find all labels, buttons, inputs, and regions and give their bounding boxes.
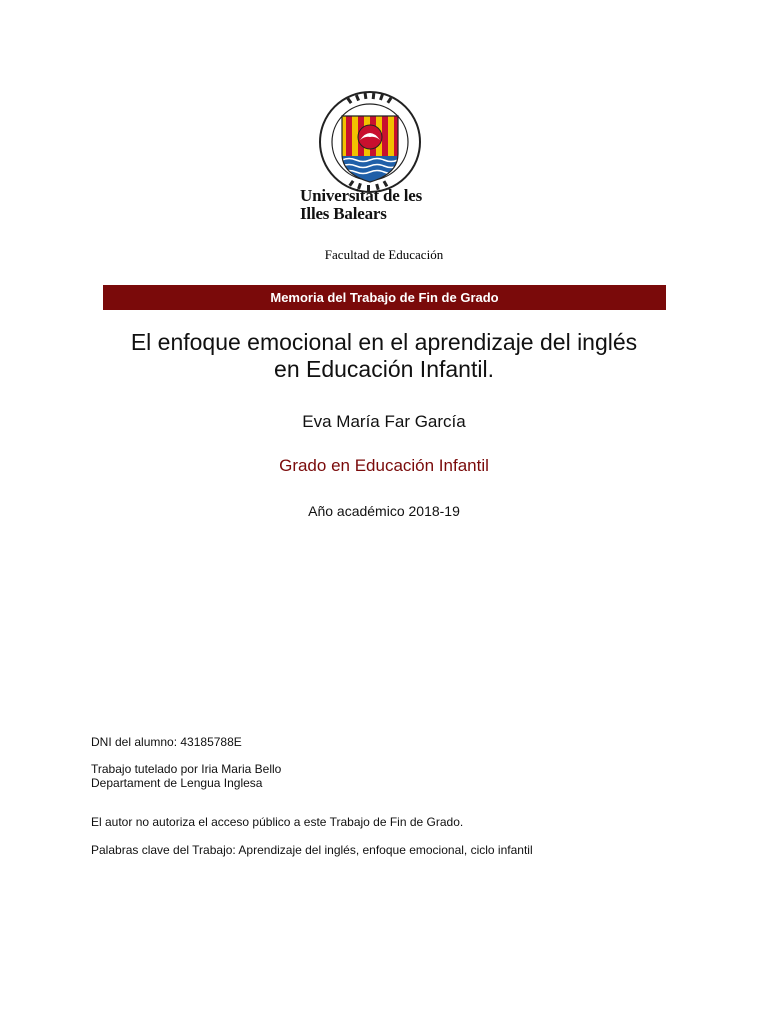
thesis-title-line1: El enfoque emocional en el aprendizaje del inglés: [130, 329, 638, 355]
university-name-line2: Illes Balears: [300, 204, 387, 223]
university-name: [300, 187, 422, 223]
thesis-type-banner: Memoria del Trabajo de Fin de Grado: [103, 285, 666, 310]
thesis-title: [0, 329, 768, 383]
author-name: Eva María Far García: [302, 412, 466, 431]
thesis-title-line2: en Educación Infantil.: [274, 356, 494, 382]
faculty-name: Facultad de Educación: [324, 247, 444, 262]
degree-name: Grado en Educación Infantil: [279, 456, 489, 475]
student-dni: DNI del alumno: 43185788E: [91, 735, 242, 749]
university-seal-icon: [318, 90, 422, 194]
university-name-line1: Universitat de les: [300, 186, 422, 205]
tutor-line: Trabajo tutelado por Iria Maria Bello: [91, 762, 282, 776]
tutor-info: [91, 762, 281, 790]
academic-year: Año académico 2018-19: [308, 503, 460, 519]
access-statement: El autor no autoriza el acceso público a este Trabajo de Fin de Grado.: [91, 815, 464, 829]
keywords: Palabras clave del Trabajo: Aprendizaje del inglés, enfoque emocional, ciclo infantil: [91, 843, 533, 857]
department-line: Departament de Lengua Inglesa: [91, 776, 263, 790]
